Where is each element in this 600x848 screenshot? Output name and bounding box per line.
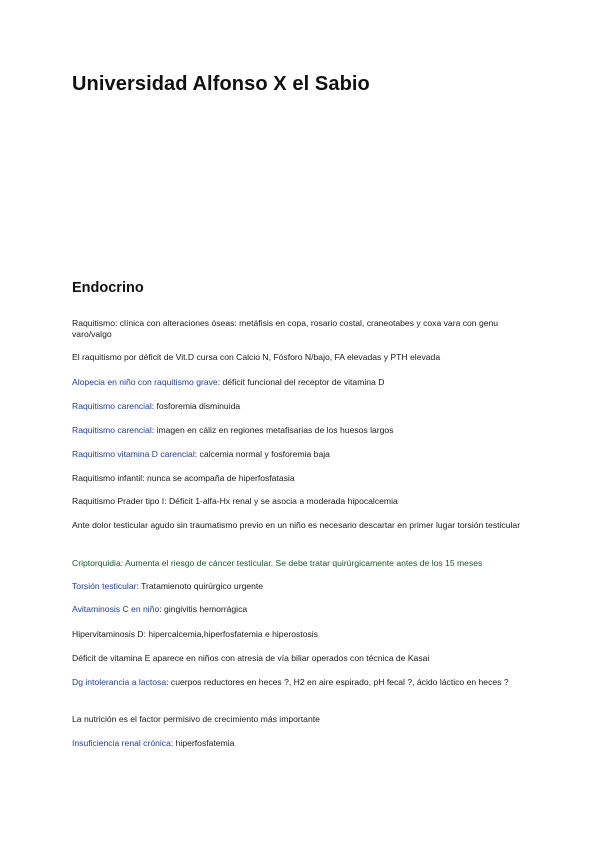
entry-item	[72, 401, 530, 412]
entry-term: Alopecia en niño con raquitismo grave	[72, 377, 218, 387]
entry-term: Torsión testicular	[72, 581, 137, 591]
entry-text: Raquitismo infantil: nunca se acompaña de hiperfosfatasia	[72, 473, 295, 483]
entry-separator: :	[194, 449, 200, 459]
entry-text: gingivitis hemorrágica	[164, 604, 248, 614]
entry-item	[72, 677, 530, 688]
entry-text: Raquitismo: clínica con alteraciones óseas: metáfisis en copa, rosario costal, craneotabes y coxa vara con genu varo/valgo	[72, 318, 499, 339]
entry-text: déficit funcional del receptor de vitamina D	[222, 377, 385, 387]
entry-text: Criptorquidia: Aumenta el riesgo de cáncer testicular. Se debe tratar quirúrgicamente antes de los 15 meses	[72, 558, 483, 568]
entry-text: Hipervitaminosis D: hipercalcemia,hiperfosfatemia e hiperostosis	[72, 629, 318, 639]
entry-item	[72, 377, 530, 388]
entry-term: Raquitismo carencial	[72, 401, 152, 411]
entry-term: Avitaminosis C en niño	[72, 604, 160, 614]
entry-item	[72, 558, 530, 569]
entry-text: imagen en cáliz en regiones metafisarias de los huesos largos	[156, 425, 394, 435]
entry-text: fosforemia disminuida	[156, 401, 241, 411]
entry-text: Tratamienoto quirúrgico urgente	[141, 581, 264, 591]
entry-item	[72, 425, 530, 436]
entry-term: Raquitismo carencial	[72, 425, 152, 435]
entry-separator: :	[217, 377, 223, 387]
entry-text: hiperfosfatemia	[175, 738, 235, 748]
entry-separator: :	[151, 401, 157, 411]
entry-text: calcemia normal y fosforemia baja	[199, 449, 330, 459]
entry-text: Déficit de vitamina E aparece en niños con atresia de vía biliar operados con técnica de Kasai	[72, 653, 430, 663]
entry-item	[72, 629, 530, 640]
entry-item	[72, 473, 530, 484]
section-title: Endocrino	[72, 280, 144, 296]
entry-item	[72, 496, 530, 507]
entry-item	[72, 318, 530, 339]
entry-separator: :	[166, 677, 171, 687]
entry-text: cuerpos reductores en heces ?, H2 en aire espirado, pH fecal ?, ácido láctico en heces ?	[170, 677, 509, 687]
entry-separator: :	[136, 581, 142, 591]
entry-text: Raquitismo Prader tipo I: Déficit 1-alfa-Hx renal y se asocia a moderada hipocalcemia	[72, 496, 398, 506]
entry-term: Dg intolerancia a lactosa	[72, 677, 167, 687]
entry-item	[72, 653, 530, 664]
entry-text: La nutrición es el factor permisivo de crecimiento más importante	[72, 714, 320, 724]
entry-separator: :	[151, 425, 157, 435]
entry-text: Ante dolor testicular agudo sin traumatismo previo en un niño es necesario descartar en primer lugar torsión testicular	[72, 520, 521, 530]
entry-separator: :	[170, 738, 176, 748]
entry-item	[72, 352, 530, 363]
entry-item	[72, 738, 530, 749]
entry-item	[72, 581, 530, 592]
entry-term: Insuficiencia renal crónica	[72, 738, 171, 748]
entry-item	[72, 604, 530, 615]
entry-item	[72, 449, 530, 460]
university-title: Universidad Alfonso X el Sabio	[72, 73, 370, 95]
entry-item	[72, 714, 530, 725]
entry-separator: :	[159, 604, 165, 614]
entry-term: Raquitismo vitamina D carencial	[72, 449, 195, 459]
entry-item	[72, 520, 530, 531]
entry-text: El raquitismo por déficit de Vit.D cursa con Calcio N, Fósforo N/bajo, FA elevadas y PTH elevada	[72, 352, 441, 362]
